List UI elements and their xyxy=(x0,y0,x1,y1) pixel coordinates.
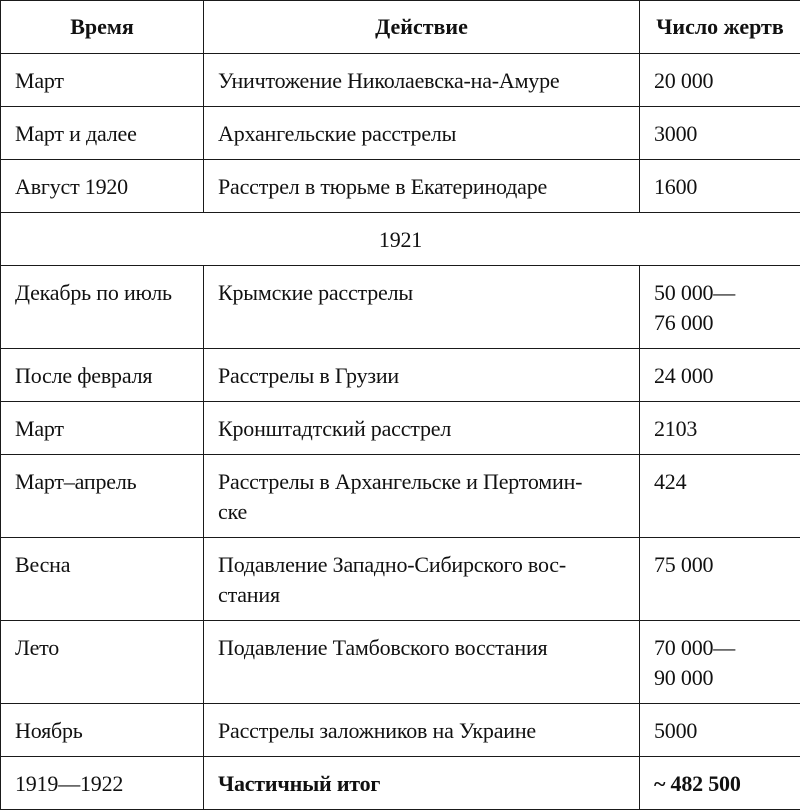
header-time: Время xyxy=(1,1,204,54)
cell-time: Март xyxy=(1,54,203,106)
cell-action: Расстрел в тюрьме в Екатеринодаре xyxy=(204,160,639,212)
table-row xyxy=(1,54,800,107)
action-line: Подавление Западно-Сибирского вос- xyxy=(218,550,625,580)
table-row xyxy=(1,402,800,455)
cell-time: Ноябрь xyxy=(1,704,203,756)
cell-victims xyxy=(640,266,800,348)
table-row xyxy=(1,160,800,213)
cell-victims: 5000 xyxy=(640,704,800,756)
victims-line: 90 000 xyxy=(654,663,786,693)
cell-victims: 75 000 xyxy=(640,538,800,590)
cell-time: Март–апрель xyxy=(1,455,203,507)
victims-line: 50 000— xyxy=(654,278,786,308)
cell-time: Лето xyxy=(1,621,203,673)
action-line: Расстрелы в Архангельске и Пертомин- xyxy=(218,467,625,497)
victims-line: 70 000— xyxy=(654,633,786,663)
cell-action: Расстрелы заложников на Украине xyxy=(204,704,639,756)
cell-victims: 2103 xyxy=(640,402,800,454)
total-victims: ~ 482 500 xyxy=(640,757,800,809)
cell-action: Кронштадтский расстрел xyxy=(204,402,639,454)
action-line: стания xyxy=(218,580,625,610)
table-row xyxy=(1,538,800,621)
header-action: Действие xyxy=(204,1,640,54)
cell-action xyxy=(204,455,639,537)
cell-action: Уничтожение Николаевска-на-Амуре xyxy=(204,54,639,106)
cell-action: Подавление Тамбовского восстания xyxy=(204,621,639,673)
victims-line: 76 000 xyxy=(654,308,786,338)
header-row xyxy=(1,1,800,54)
header-victims: Число жертв xyxy=(640,1,800,54)
cell-victims: 20 000 xyxy=(640,54,800,106)
table-row xyxy=(1,107,800,160)
action-line: ске xyxy=(218,497,625,527)
cell-time: Декабрь по июль xyxy=(1,266,203,318)
cell-action: Архангельские расстрелы xyxy=(204,107,639,159)
total-row xyxy=(1,757,800,810)
table-row xyxy=(1,621,800,704)
cell-action: Крымские расстрелы xyxy=(204,266,639,318)
cell-action xyxy=(204,538,639,620)
cell-time: Август 1920 xyxy=(1,160,203,212)
cell-time: После февраля xyxy=(1,349,203,401)
cell-time: Март и далее xyxy=(1,107,203,159)
cell-victims: 3000 xyxy=(640,107,800,159)
total-time: 1919—1922 xyxy=(1,757,203,809)
cell-victims: 1600 xyxy=(640,160,800,212)
cell-time: Весна xyxy=(1,538,203,590)
table-row xyxy=(1,266,800,349)
cell-action: Расстрелы в Грузии xyxy=(204,349,639,401)
year-row xyxy=(1,213,800,266)
cell-victims xyxy=(640,621,800,703)
total-label: Частичный итог xyxy=(204,757,639,809)
table-row xyxy=(1,349,800,402)
cell-victims: 424 xyxy=(640,455,800,507)
table-row xyxy=(1,704,800,757)
cell-time: Март xyxy=(1,402,203,454)
table-row xyxy=(1,455,800,538)
cell-victims: 24 000 xyxy=(640,349,800,401)
year-label: 1921 xyxy=(1,213,800,265)
